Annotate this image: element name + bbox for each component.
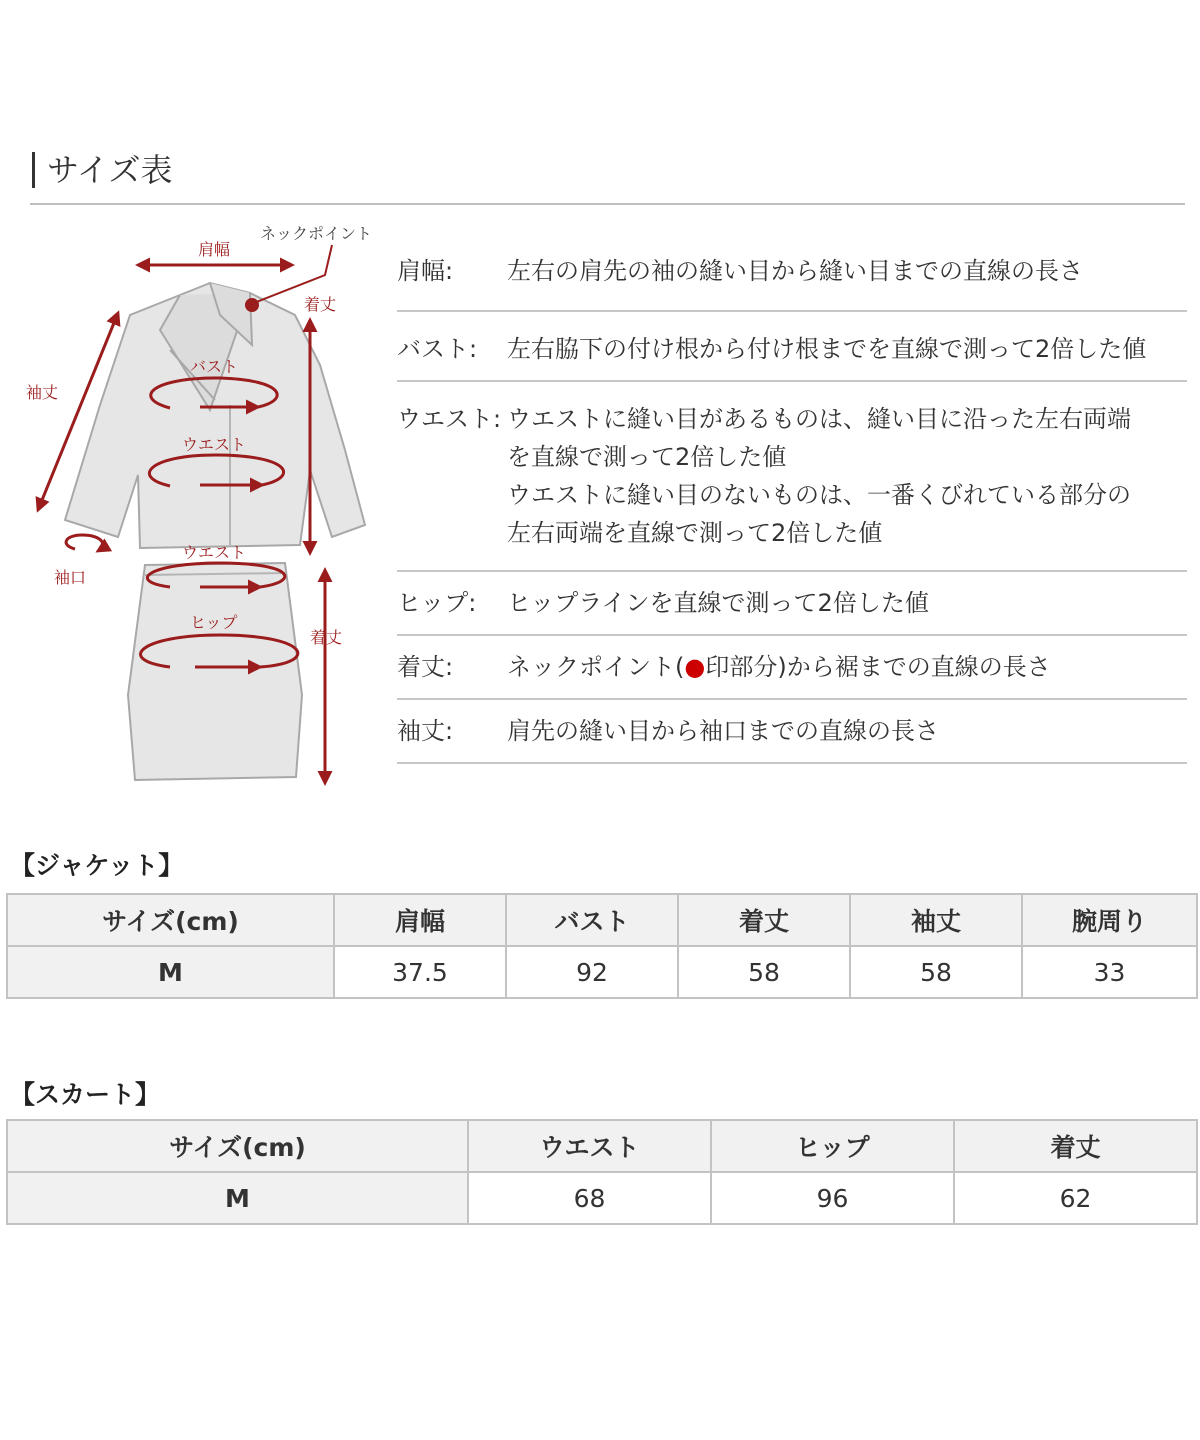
label-shoulder-width: 肩幅 <box>198 240 231 259</box>
label-skirt-length: 着丈 <box>310 628 343 647</box>
definition-text <box>507 648 1187 686</box>
header-arm: 腕周り <box>1022 894 1197 946</box>
header-shoulder: 肩幅 <box>334 894 506 946</box>
value-cell: 58 <box>850 946 1022 998</box>
label-jacket-length: 着丈 <box>304 295 337 314</box>
definition-row <box>397 312 1187 382</box>
measurement-definitions <box>397 240 1187 764</box>
definition-row <box>397 240 1187 312</box>
table-header-row <box>7 894 1197 946</box>
skirt-illustration <box>128 563 302 780</box>
value-cell: 58 <box>678 946 850 998</box>
title-bar <box>32 152 35 188</box>
definition-term: 着丈: <box>397 653 454 681</box>
header-length: 着丈 <box>678 894 850 946</box>
header-length: 着丈 <box>954 1120 1197 1172</box>
measurement-diagram <box>20 215 390 795</box>
definition-line: ウエストに縫い目のないものは、一番くびれている部分の <box>507 481 1131 509</box>
value-cell: 62 <box>954 1172 1197 1224</box>
definition-text <box>507 330 1187 368</box>
definition-term: バスト: <box>397 335 478 363</box>
label-waist-jacket: ウエスト <box>182 435 247 454</box>
definition-text <box>507 584 1187 622</box>
table-row <box>7 946 1197 998</box>
label-neck-point: ネックポイント <box>260 224 373 243</box>
definition-row <box>397 700 1187 764</box>
header-bust: バスト <box>506 894 678 946</box>
definition-row <box>397 382 1187 572</box>
header-hip: ヒップ <box>711 1120 954 1172</box>
definition-text <box>507 400 1187 552</box>
value-cell: 96 <box>711 1172 954 1224</box>
jacket-section-label: 【ジャケット】 <box>10 851 184 880</box>
page-title <box>32 150 172 190</box>
neck-point-marker-icon: ● <box>684 653 706 681</box>
definition-term: ウエスト: <box>397 405 502 433</box>
definition-row <box>397 636 1187 700</box>
definition-line: ヒップラインを直線で測って2倍した値 <box>507 589 929 617</box>
definition-post: 印部分)から裾までの直線の長さ <box>705 653 1051 681</box>
label-bust: バスト <box>190 357 239 376</box>
header-sleeve: 袖丈 <box>850 894 1022 946</box>
value-cell: 68 <box>468 1172 711 1224</box>
skirt-section-label: 【スカート】 <box>10 1080 161 1109</box>
jacket-size-table <box>6 893 1198 999</box>
jacket-illustration <box>65 283 365 548</box>
definition-pre: ネックポイント( <box>507 653 685 681</box>
page-title-text: サイズ表 <box>47 151 173 189</box>
size-cell: M <box>7 1172 468 1224</box>
cuff-loop <box>66 535 103 551</box>
definition-term: 袖丈: <box>397 717 454 745</box>
definition-line: ウエストに縫い目があるものは、縫い目に沿った左右両端 <box>507 405 1131 433</box>
definition-text <box>507 712 1187 750</box>
size-cell: M <box>7 946 334 998</box>
definition-term: ヒップ: <box>397 589 477 617</box>
definition-line: 左右の肩先の袖の縫い目から縫い目までの直線の長さ <box>507 257 1083 285</box>
value-cell: 37.5 <box>334 946 506 998</box>
header-size: サイズ(cm) <box>7 894 334 946</box>
header-waist: ウエスト <box>468 1120 711 1172</box>
title-divider <box>30 203 1185 205</box>
label-sleeve-length: 袖丈 <box>26 383 59 402</box>
definition-line <box>507 653 1051 681</box>
table-row <box>7 1172 1197 1224</box>
definition-text <box>507 252 1187 290</box>
value-cell: 92 <box>506 946 678 998</box>
table-header-row <box>7 1120 1197 1172</box>
definition-line: 左右脇下の付け根から付け根までを直線で測って2倍した値 <box>507 335 1147 363</box>
neck-point-dot <box>245 298 259 312</box>
definition-line: 肩先の縫い目から袖口までの直線の長さ <box>507 717 939 745</box>
definition-line: 左右両端を直線で測って2倍した値 <box>507 519 883 547</box>
value-cell: 33 <box>1022 946 1197 998</box>
definition-line: を直線で測って2倍した値 <box>507 443 787 471</box>
label-hip: ヒップ <box>190 613 238 632</box>
skirt-size-table <box>6 1119 1198 1225</box>
definition-term: 肩幅: <box>397 257 454 285</box>
definition-row <box>397 572 1187 636</box>
label-waist-skirt: ウエスト <box>182 543 247 562</box>
header-size: サイズ(cm) <box>7 1120 468 1172</box>
label-cuff: 袖口 <box>54 568 87 587</box>
